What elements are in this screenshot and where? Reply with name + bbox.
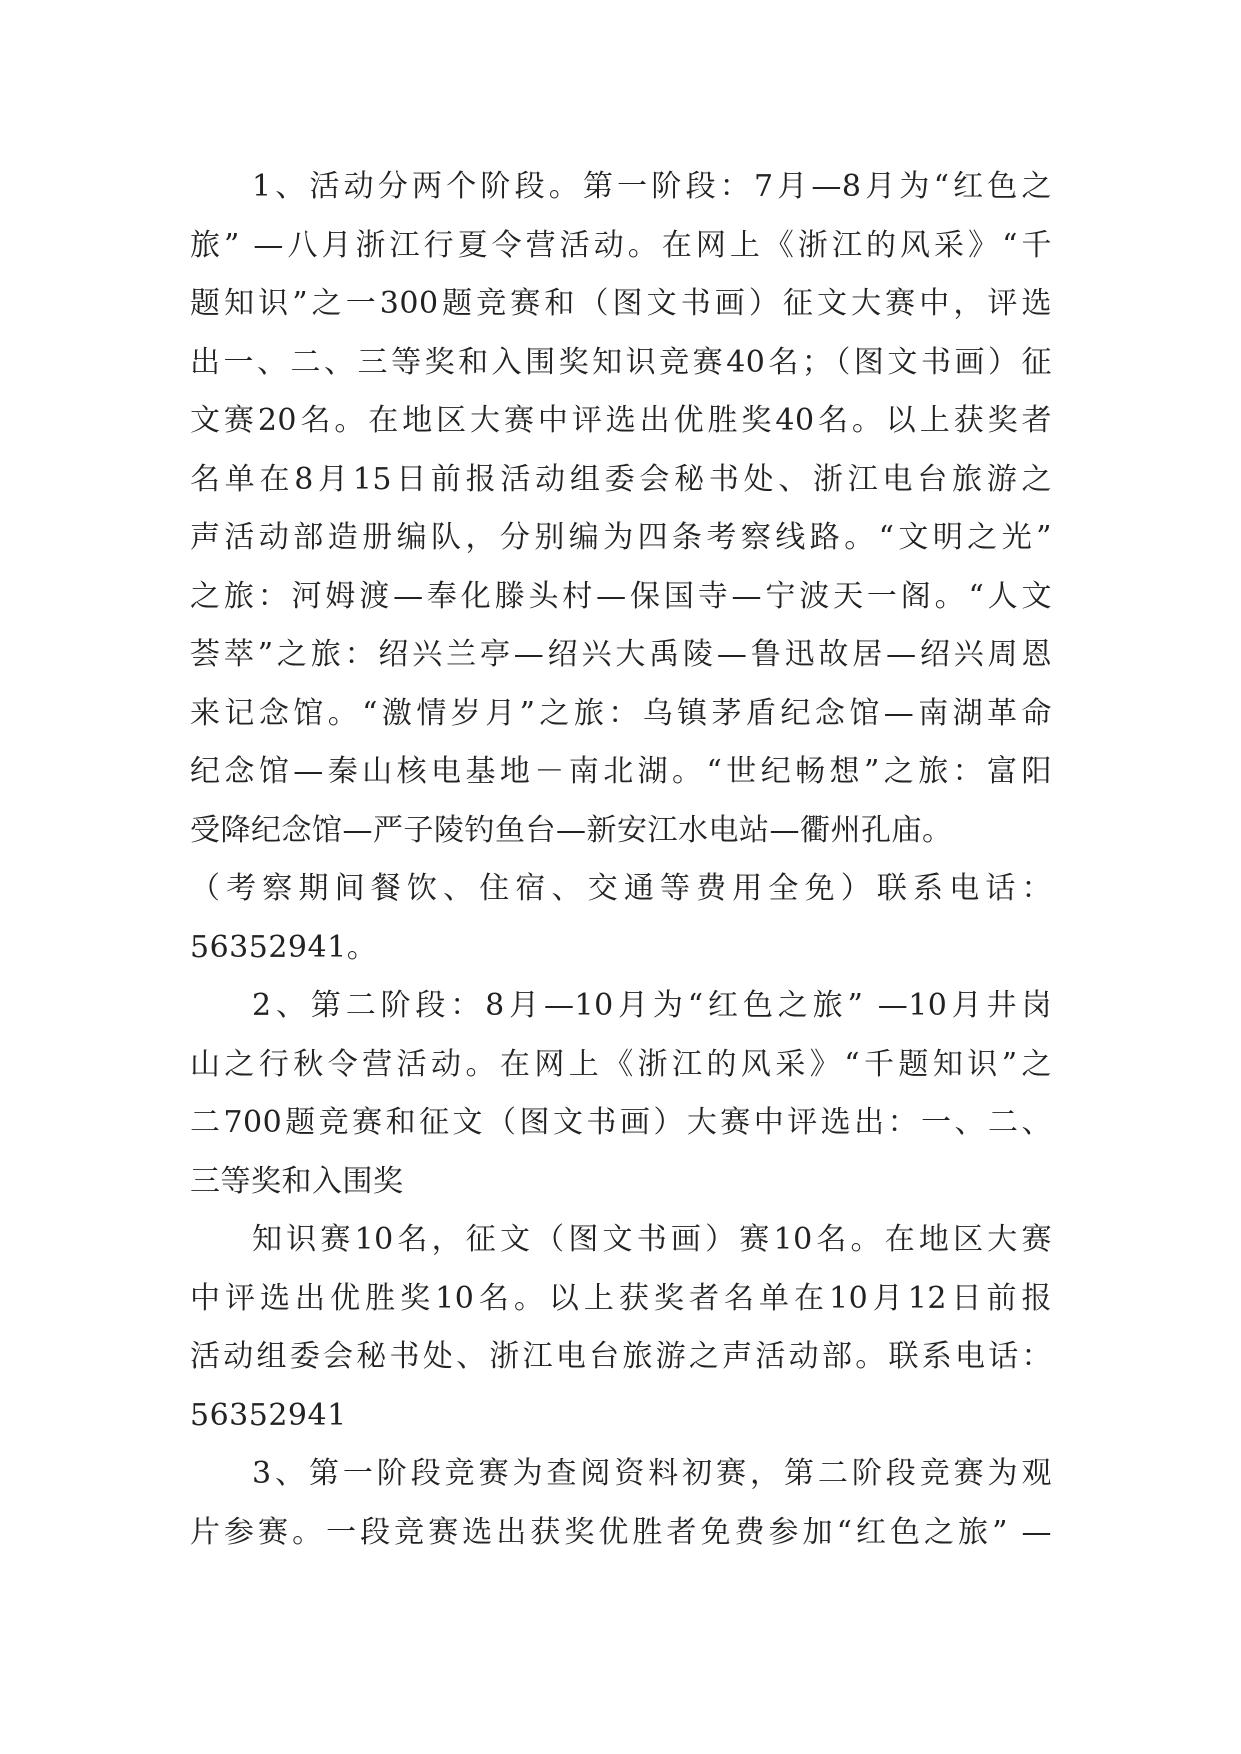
paragraph-3 xyxy=(190,1211,1052,1445)
paragraph-line: 2、第二阶段：8月—10月为“红色之旅” —10月井岗 xyxy=(252,988,1052,1023)
paragraph-line: 1、活动分两个阶段。第一阶段：7月—8月为“红色之 xyxy=(252,169,1052,204)
paragraph-line: 名单在8月15日前报活动组委会秘书处、浙江电台旅游之 xyxy=(190,461,1052,497)
paragraph-line: 受降纪念馆—严子陵钓鱼台—新安江水电站—衢州孔庙。 xyxy=(190,812,953,848)
paragraph-line: 题知识”之一300题竞赛和（图文书画）征文大赛中，评选 xyxy=(190,286,1052,321)
paragraph-line: 文赛20名。在地区大赛中评选出优胜奖40名。以上获奖者 xyxy=(190,403,1052,438)
paragraph-1 xyxy=(190,158,1052,977)
document-body xyxy=(190,158,1052,1562)
paragraph-line: 来记念馆。“激情岁月”之旅：乌镇茅盾纪念馆—南湖革命 xyxy=(190,695,1052,731)
paragraph-line: 荟萃”之旅：绍兴兰亭—绍兴大禹陵—鲁迅故居—绍兴周恩 xyxy=(190,637,1052,672)
paragraph-4 xyxy=(190,1445,1052,1562)
paragraph-line: 声活动部造册编队，分别编为四条考察线路。“文明之光” xyxy=(190,520,1052,555)
paragraph-line: 片参赛。一段竞赛选出获奖优胜者免费参加“红色之旅” — xyxy=(190,1514,1052,1550)
paragraph-line: 三等奖和入围奖 xyxy=(190,1163,404,1199)
paragraph-line: 山之行秋令营活动。在网上《浙江的风采》“千题知识”之 xyxy=(190,1046,1052,1082)
paragraph-2 xyxy=(190,977,1052,1211)
paragraph-line: 二700题竞赛和征文（图文书画）大赛中评选出：一、二、 xyxy=(190,1105,1052,1140)
paragraph-line: 知识赛10名，征文（图文书画）赛10名。在地区大赛 xyxy=(252,1222,1052,1257)
paragraph-line: （考察期间餐饮、住宿、交通等费用全免）联系电话： xyxy=(190,871,1052,906)
paragraph-line: 中评选出优胜奖10名。以上获奖者名单在10月12日前报 xyxy=(190,1280,1052,1316)
paragraph-line: 活动组委会秘书处、浙江电台旅游之声活动部。联系电话： xyxy=(190,1339,1052,1374)
paragraph-line: 56352941。 xyxy=(190,929,378,965)
paragraph-line: 之旅：河姆渡—奉化滕头村—保国寺—宁波天一阁。“人文 xyxy=(190,578,1052,614)
paragraph-line: 56352941 xyxy=(190,1397,347,1433)
paragraph-line: 3、第一阶段竞赛为查阅资料初赛，第二阶段竞赛为观 xyxy=(252,1456,1052,1491)
paragraph-line: 旅” —八月浙江行夏令营活动。在网上《浙江的风采》“千 xyxy=(190,227,1052,263)
paragraph-line: 出一、二、三等奖和入围奖知识竞赛40名；（图文书画）征 xyxy=(190,344,1052,380)
paragraph-line: 纪念馆—秦山核电基地－南北湖。“世纪畅想”之旅：富阳 xyxy=(190,754,1052,789)
